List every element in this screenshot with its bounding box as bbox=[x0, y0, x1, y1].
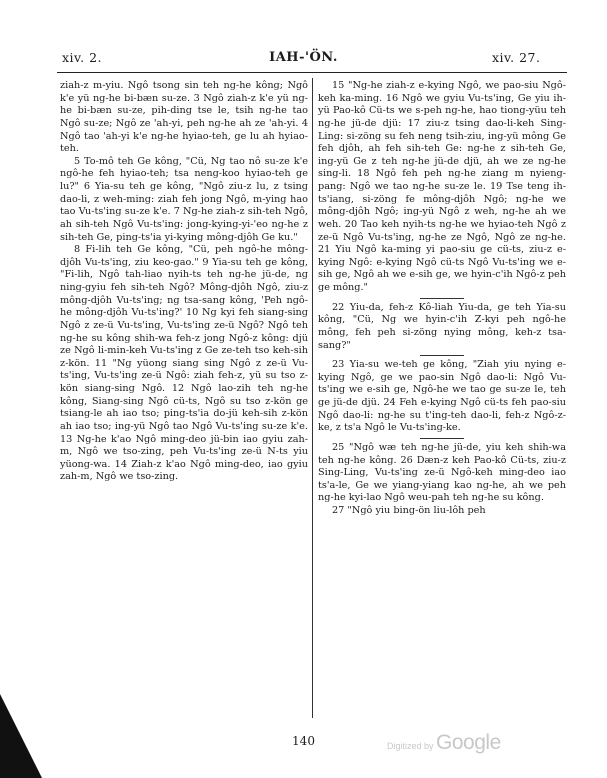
paragraph: 22 Yiu-da, feh-z Kô-liah Yiu-da, ge teh Yia-su kông, "Cü, Ng we hyin-c'ih Z-kyi peh ngô-he mông, feh peh si-zöng nying mông, keh-z tsa-sang?" bbox=[318, 301, 566, 351]
page-number: 140 bbox=[292, 734, 315, 748]
section-separator bbox=[420, 438, 464, 439]
page-corner-shadow bbox=[0, 694, 42, 778]
paragraph: 27 "Ngô yiu bing-ön liu-lôh peh bbox=[332, 505, 486, 516]
left-text-column bbox=[60, 80, 308, 484]
paragraph: 15 "Ng-he ziah-z e-kying Ngô, we pao-siu Ngô-keh ka-ming. 16 Ngô we gyiu Vu-ts'ing, Ge yiu ih-yü Pao-kô Cü-ts we s-peh ng-he, hao tiong-yüu teh ng-he jü-de djü: 17 ziu-z tsing dao-li-keh Sing-Ling: si-zöng su feh neng tsih-ziu, ing-yü mông Ge feh djôh, ah feh sih-teh Ge: ng-he z sih-teh Ge, ing-yü Ge z teh ng-he jü-de djü, ah we ze ng-he sing-li. 18 Ngô feh peh ng-he ziang m nyieng-pang: Ngô we tao ng-he su-ze le. 19 Tse teng ih-ts'iang, si-zöng fe mông-djôh Ngô; ng-he we mông-djôh Ngô; ing-yü Ngô z weh, ng-he ah we weh. 20 Tao keh nyih-ts ng-he we hyiao-teh Ngô z ze-ü Ngô Vu-ts'ing, ng-he ze Ngô, Ngô ze ng-he. 21 Yiu Ngô ka-ming yi pao-siu ge cü-ts, ziu-z e-kying Ngô: e-kying Ngô cü-ts Ngô Vu-ts'ing we e-sih ge, Ngô ah we e-sih ge, we hyin-c'ih Ngô-z peh ge mông." bbox=[318, 80, 566, 293]
section-separator bbox=[420, 355, 464, 356]
paragraph: 5 To-mô teh Ge kông, "Cü, Ng tao nô su-ze k'e ngô-he feh hyiao-teh; tsa neng-koo hyiao-teh ge lu?" 6 Yia-su teh ge kông, "Ngô ziu-z lu, z tsing dao-li, z weh-ming: ziah feh jong Ngô, m-ying hao tao Vu-ts'ing su-ze k'e. 7 Ng-he ziah-z sih-teh Ngô, ah sih-teh Ngô Vu-ts'ing: jong-kying-yi-'eo ng-he z sih-teh Ge, ping-ts'ia yi-kying mông-djôh Ge ku." bbox=[60, 155, 308, 243]
running-header-left: xiv. 2. bbox=[62, 50, 102, 65]
paragraph: 25 "Ngô wæ teh ng-he jü-de, yiu keh shih-wa teh ng-he kông. 26 Dæn-z keh Pao-kô Cü-ts, ziu-z Sing-Ling, Vu-ts'ing ze-ü Ngô-keh ming-deo iao ts'a-le, Ge we yiang-yiang kao ng-he, ah we peh ng-he kyi-lao Ngô weu-pah teh ng-he su kông. bbox=[318, 441, 566, 504]
section-separator bbox=[420, 298, 464, 299]
running-header-title: IAH-'ÖN. bbox=[269, 50, 338, 65]
paragraph: 8 Fi-lih teh Ge kông, "Cü, peh ngô-he mông-djôh Vu-ts'ing, ziu keo-gao." 9 Yia-su teh ge kông, "Fi-lih, Ngô tah-liao nyih-ts teh ng-he jü-de, ng ning-gyiu feh sih-teh Ngô? Mông-djôh Ngô, ziu-z mông-djôh Vu-ts'ing; ng tsa-sang kông, 'Peh ngô-he mông-djôh Vu-ts'ing?' 10 Ng kyi feh siang-sing Ngô z ze-ü Vu-ts'ing, Vu-ts'ing ze-ü Ngô? Ngô teh ng-he su kông shih-wa feh-z jong Ngô-z kông: djü ze Ngô li-min-keh Vu-ts'ing z Ge ze-teh tso keh-sih z-kön. 11 "Ng yüong siang sing Ngô z ze-ü Vu-ts'ing, Vu-ts'ing ze-ü Ngô: ziah feh-z, yü su tso z-kön siang-sing Ngô. 12 Ngô lao-zih teh ng-he kông, Siang-sing Ngô cü-ts, Ngô su tso z-kön ge tsiang-le ah iao tso; ping-ts'ia do-jü keh-sih z-kön ah iao tso; ing-yü Ngô tao Ngô Vu-ts'ing su-ze k'e. 13 Ng-he k'ao Ngô ming-deo jü-bin iao gyiu zah-m, Ngô we tso-zing, peh Vu-ts'ing ze-ü N-ts yiu yüong-wa. 14 Ziah-z k'ao Ngô ming-deo, iao gyiu zah-m, Ngô we tso-zing. bbox=[60, 244, 308, 483]
google-logo-icon: Google bbox=[436, 731, 501, 754]
header-rule bbox=[57, 72, 567, 73]
right-text-column bbox=[318, 80, 566, 518]
watermark-prefix: Digitized by bbox=[387, 741, 434, 751]
google-watermark bbox=[387, 731, 501, 755]
paragraph: 23 Yia-su we-teh ge kông, "Ziah yiu nying e-kying Ngô, ge we pao-sin Ngô dao-li: Ngô Vu-ts'ing we e-sih ge, Ngô-he we tao ge su-ze le, teh ge jü-de djü. 24 Feh e-kying Ngô cü-ts feh pao-siu Ngô dao-li: ng-he su t'ing-teh dao-li, feh-z Ngô-z-ke, z ts'a Ngô le Vu-ts'ing-ke. bbox=[318, 359, 566, 434]
running-header-right: xiv. 27. bbox=[492, 50, 541, 65]
paragraph: ziah-z m-yiu. Ngô tsong sin teh ng-he kông; Ngô k'e yü ng-he bi-bæn su-ze. 3 Ngô ziah-z k'e yü ng-he bi-bæn su-ze, pih-ding tse le, tsih ng-he tao Ngô su-ze; Ngô ze 'ah-yi, peh ng-he ah ze 'ah-yi. 4 Ngô tao 'ah-yi k'e ng-he hyiao-teh, ge lu ah hyiao-teh. bbox=[60, 80, 308, 155]
column-divider bbox=[312, 78, 313, 718]
